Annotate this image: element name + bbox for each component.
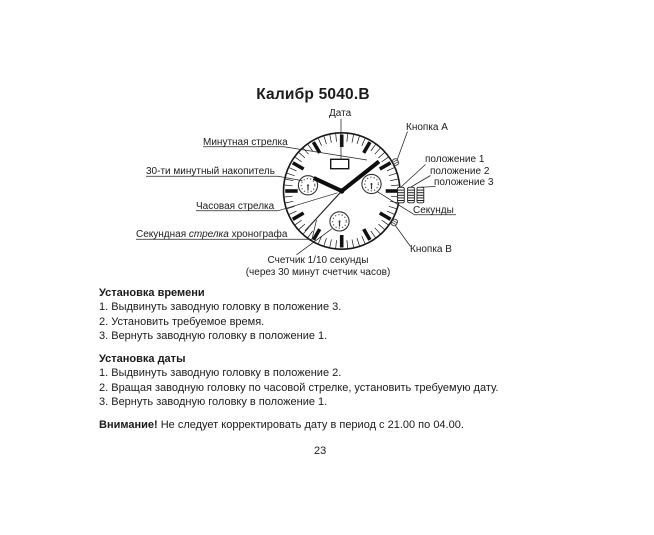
hands-axis (339, 188, 344, 193)
instructions (99, 286, 559, 433)
date-setting-heading: Установка даты (99, 353, 186, 366)
label-chrono-second-hand: Секундная стрелка хронографа (136, 229, 288, 240)
crown-positions (398, 187, 424, 203)
page-title: Калибр 5040.В (256, 86, 370, 103)
label-button-a: Кнопка А (406, 121, 448, 133)
time-step-3: 3. Вернуть заводную головку в положение 1. (99, 329, 328, 342)
label-position-2: положение 2 (430, 165, 490, 177)
crown-position-3 (417, 187, 424, 203)
label-seconds: Секунды (413, 204, 454, 216)
date-window (331, 159, 349, 168)
leader-button-b (395, 225, 411, 247)
label-tenth-counter: Счетчик 1/10 секунды (через 30 минут счетчик часов) (245, 255, 391, 278)
leader-button-a (397, 132, 408, 161)
label-hour-hand: Часовая стрелка (196, 200, 275, 212)
label-date: Дата (329, 107, 352, 119)
warning-label: Внимание! (99, 419, 158, 432)
crown-position-1 (398, 187, 405, 203)
page-number: 23 (314, 445, 327, 457)
leader-position-1 (401, 165, 426, 188)
date-step-3: 3. Вернуть заводную головку в положение 1. (99, 396, 328, 409)
label-button-b: Кнопка В (410, 244, 452, 255)
subdial-seconds (362, 174, 381, 193)
leader-position-2 (411, 176, 431, 188)
date-step-1: 1. Выдвинуть заводную головку в положение 2. (99, 367, 342, 380)
time-setting-heading: Установка времени (99, 287, 205, 299)
label-position-1: положение 1 (425, 154, 485, 165)
label-minute-hand: Минутная стрелка (203, 136, 288, 148)
crown-position-2 (408, 187, 415, 203)
date-step-2: 2. Вращая заводную головку по часовой стрелке, установить требуемую дату. (99, 381, 499, 394)
label-position-3: положение 3 (434, 177, 494, 188)
subdial-tenth-second (330, 212, 349, 231)
warning-text: Не следует корректировать дату в период с 21.00 по 04.00. (157, 419, 464, 432)
time-step-1: 1. Выдвинуть заводную головку в положение 3. (99, 301, 342, 314)
label-30min-counter: 30-ти минутный накопитель (146, 166, 275, 177)
time-step-2: 2. Установить требуемое время. (99, 315, 265, 328)
warning-line (99, 418, 559, 432)
